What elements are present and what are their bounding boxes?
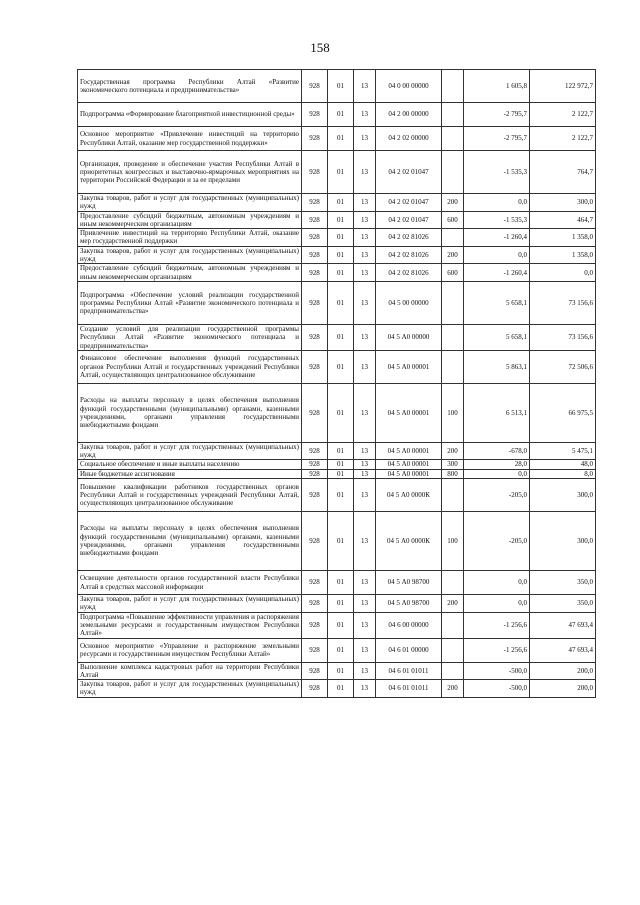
row-ved: 928 xyxy=(302,194,328,212)
table-row xyxy=(78,680,596,698)
row-amount-total: 8,0 xyxy=(530,469,596,478)
row-subsection: 13 xyxy=(354,70,376,103)
table-row xyxy=(78,151,596,194)
table-row xyxy=(78,612,596,638)
row-subsection: 13 xyxy=(354,595,376,613)
row-amount-change: 0,0 xyxy=(464,571,530,595)
row-amount-total: 1 358,0 xyxy=(530,229,596,247)
row-amount-total: 72 506,6 xyxy=(530,350,596,383)
row-name: Организация, проведение и обеспечение участия Республики Алтай в приоритетных конгрессных и выставочно-ярмарочных мероприятиях на территории Российской Федерации и за ее пределами xyxy=(78,151,302,194)
row-ved: 928 xyxy=(302,229,328,247)
row-amount-total: 48,0 xyxy=(530,460,596,469)
row-target-article: 04 5 А0 0000К xyxy=(376,479,442,512)
row-name: Социальное обеспечение и иные выплаты населению xyxy=(78,460,302,469)
row-section: 01 xyxy=(328,612,354,638)
row-amount-change: -500,0 xyxy=(464,680,530,698)
row-ved: 928 xyxy=(302,595,328,613)
row-subsection: 13 xyxy=(354,324,376,350)
row-amount-change: 0,0 xyxy=(464,246,530,264)
table-row xyxy=(78,469,596,478)
row-expense-type xyxy=(442,662,464,680)
row-target-article: 04 2 02 01047 xyxy=(376,194,442,212)
row-amount-change: -1 260,4 xyxy=(464,229,530,247)
row-target-article: 04 5 А0 00000 xyxy=(376,324,442,350)
row-amount-total: 300,0 xyxy=(530,479,596,512)
row-section: 01 xyxy=(328,350,354,383)
row-target-article: 04 6 01 00000 xyxy=(376,638,442,662)
row-subsection: 13 xyxy=(354,151,376,194)
row-target-article: 04 2 02 01047 xyxy=(376,151,442,194)
row-amount-total: 300,0 xyxy=(530,512,596,571)
row-amount-total: 1 358,0 xyxy=(530,246,596,264)
row-expense-type: 600 xyxy=(442,211,464,229)
row-section: 01 xyxy=(328,479,354,512)
row-ved: 928 xyxy=(302,383,328,442)
row-amount-total: 2 122,7 xyxy=(530,127,596,151)
row-name: Предоставление субсидий бюджетным, автономным учреждениям и иным некоммерческим организациям xyxy=(78,264,302,282)
row-expense-type xyxy=(442,70,464,103)
row-expense-type: 200 xyxy=(442,246,464,264)
row-section: 01 xyxy=(328,151,354,194)
row-expense-type xyxy=(442,324,464,350)
row-subsection: 13 xyxy=(354,662,376,680)
row-section: 01 xyxy=(328,571,354,595)
row-amount-total: 73 156,6 xyxy=(530,324,596,350)
row-subsection: 13 xyxy=(354,571,376,595)
row-expense-type xyxy=(442,127,464,151)
row-section: 01 xyxy=(328,460,354,469)
row-subsection: 13 xyxy=(354,281,376,324)
row-amount-change: 0,0 xyxy=(464,194,530,212)
row-subsection: 13 xyxy=(354,383,376,442)
table-row xyxy=(78,127,596,151)
row-amount-total: 2 122,7 xyxy=(530,103,596,127)
row-target-article: 04 2 00 00000 xyxy=(376,103,442,127)
row-amount-total: 5 475,1 xyxy=(530,442,596,460)
row-amount-total: 66 975,5 xyxy=(530,383,596,442)
row-section: 01 xyxy=(328,442,354,460)
row-target-article: 04 5 А0 00001 xyxy=(376,383,442,442)
row-name: Основное мероприятие «Привлечение инвестиций на территорию Республики Алтай, оказание мер государственной поддержки» xyxy=(78,127,302,151)
row-ved: 928 xyxy=(302,571,328,595)
row-expense-type xyxy=(442,103,464,127)
row-amount-total: 350,0 xyxy=(530,595,596,613)
table-row xyxy=(78,638,596,662)
row-ved: 928 xyxy=(302,103,328,127)
row-name: Расходы на выплаты персоналу в целях обеспечения выполнения функций государственными (муниципальными) органами, казенными учреждениями, органами управления государственными внебюджетными фондами xyxy=(78,512,302,571)
row-ved: 928 xyxy=(302,512,328,571)
row-name: Выполнение комплекса кадастровых работ на территории Республики Алтай xyxy=(78,662,302,680)
table-row xyxy=(78,350,596,383)
row-name: Привлечение инвестиций на территорию Республики Алтай, оказание мер государственной поддержки xyxy=(78,229,302,247)
table-row xyxy=(78,595,596,613)
row-name: Финансовое обеспечение выполнения функций государственных органов Республики Алтай и государственных учреждений Республики Алтай, осуществляющих централизованное обслуживание xyxy=(78,350,302,383)
row-ved: 928 xyxy=(302,662,328,680)
row-expense-type: 200 xyxy=(442,680,464,698)
row-amount-change: 0,0 xyxy=(464,595,530,613)
row-target-article: 04 5 А0 98700 xyxy=(376,571,442,595)
row-ved: 928 xyxy=(302,70,328,103)
row-section: 01 xyxy=(328,595,354,613)
row-amount-total: 47 693,4 xyxy=(530,638,596,662)
row-expense-type xyxy=(442,479,464,512)
row-target-article: 04 5 А0 98700 xyxy=(376,595,442,613)
row-amount-change: 6 513,1 xyxy=(464,383,530,442)
row-target-article: 04 5 А0 00001 xyxy=(376,460,442,469)
row-ved: 928 xyxy=(302,638,328,662)
row-name: Закупка товаров, работ и услуг для государственных (муниципальных) нужд xyxy=(78,194,302,212)
row-ved: 928 xyxy=(302,680,328,698)
row-name: Закупка товаров, работ и услуг для государственных (муниципальных) нужд xyxy=(78,246,302,264)
row-name: Закупка товаров, работ и услуг для государственных (муниципальных) нужд xyxy=(78,442,302,460)
row-section: 01 xyxy=(328,103,354,127)
row-name: Освещение деятельности органов государственной власти Республики Алтай в средствах массовой информации xyxy=(78,571,302,595)
row-section: 01 xyxy=(328,229,354,247)
row-section: 01 xyxy=(328,383,354,442)
row-expense-type xyxy=(442,612,464,638)
row-ved: 928 xyxy=(302,460,328,469)
table-row xyxy=(78,194,596,212)
row-section: 01 xyxy=(328,70,354,103)
row-expense-type xyxy=(442,229,464,247)
row-target-article: 04 5 00 00000 xyxy=(376,281,442,324)
row-amount-change: -1 256,6 xyxy=(464,638,530,662)
row-ved: 928 xyxy=(302,151,328,194)
row-target-article: 04 2 02 00000 xyxy=(376,127,442,151)
table-row xyxy=(78,512,596,571)
row-ved: 928 xyxy=(302,350,328,383)
row-target-article: 04 6 01 01011 xyxy=(376,662,442,680)
row-ved: 928 xyxy=(302,211,328,229)
row-amount-change: -2 795,7 xyxy=(464,127,530,151)
row-amount-change: -205,0 xyxy=(464,479,530,512)
row-section: 01 xyxy=(328,512,354,571)
row-target-article: 04 5 А0 00001 xyxy=(376,442,442,460)
table-row xyxy=(78,103,596,127)
row-subsection: 13 xyxy=(354,469,376,478)
table-row xyxy=(78,264,596,282)
row-target-article: 04 5 А0 00001 xyxy=(376,350,442,383)
row-amount-change: 5 658,1 xyxy=(464,324,530,350)
row-amount-change: -2 795,7 xyxy=(464,103,530,127)
row-amount-change: -205,0 xyxy=(464,512,530,571)
row-amount-total: 350,0 xyxy=(530,571,596,595)
row-subsection: 13 xyxy=(354,246,376,264)
table-row xyxy=(78,662,596,680)
row-expense-type xyxy=(442,151,464,194)
row-amount-change: -1 260,4 xyxy=(464,264,530,282)
row-section: 01 xyxy=(328,638,354,662)
row-subsection: 13 xyxy=(354,211,376,229)
row-amount-total: 200,0 xyxy=(530,680,596,698)
row-amount-total: 764,7 xyxy=(530,151,596,194)
row-ved: 928 xyxy=(302,479,328,512)
row-amount-total: 464,7 xyxy=(530,211,596,229)
row-name: Закупка товаров, работ и услуг для государственных (муниципальных) нужд xyxy=(78,680,302,698)
row-ved: 928 xyxy=(302,469,328,478)
table-row xyxy=(78,281,596,324)
table-row xyxy=(78,442,596,460)
row-amount-total: 300,0 xyxy=(530,194,596,212)
row-subsection: 13 xyxy=(354,194,376,212)
row-subsection: 13 xyxy=(354,638,376,662)
table-row xyxy=(78,70,596,103)
row-target-article: 04 6 01 01011 xyxy=(376,680,442,698)
row-subsection: 13 xyxy=(354,103,376,127)
row-target-article: 04 5 А0 0000К xyxy=(376,512,442,571)
row-section: 01 xyxy=(328,264,354,282)
row-amount-change: 28,0 xyxy=(464,460,530,469)
row-amount-change: -678,0 xyxy=(464,442,530,460)
row-ved: 928 xyxy=(302,281,328,324)
row-expense-type xyxy=(442,350,464,383)
row-subsection: 13 xyxy=(354,350,376,383)
table-row xyxy=(78,229,596,247)
row-target-article: 04 2 02 81026 xyxy=(376,264,442,282)
row-subsection: 13 xyxy=(354,512,376,571)
row-name: Расходы на выплаты персоналу в целях обеспечения выполнения функций государственными (муниципальными) органами, казенными учреждениями, органами управления государственными внебюджетными фондами xyxy=(78,383,302,442)
row-section: 01 xyxy=(328,246,354,264)
row-target-article: 04 2 02 81026 xyxy=(376,229,442,247)
row-name: Повышение квалификации работников государственных органов Республики Алтай и государственных учреждений Республики Алтай, осуществляющих централизованное обслуживание xyxy=(78,479,302,512)
row-ved: 928 xyxy=(302,246,328,264)
row-expense-type: 600 xyxy=(442,264,464,282)
row-expense-type: 200 xyxy=(442,442,464,460)
row-amount-change: -1 535,3 xyxy=(464,151,530,194)
budget-table xyxy=(77,69,596,698)
row-name: Предоставление субсидий бюджетным, автономным учреждениям и иным некоммерческим организациям xyxy=(78,211,302,229)
row-name: Основное мероприятие «Управление и распоряжение земельными ресурсами и государственным имуществом Республики Алтай» xyxy=(78,638,302,662)
row-name: Создание условий для реализации государственной программы Республики Алтай «Развитие экономического потенциала и предпринимательства» xyxy=(78,324,302,350)
row-expense-type: 100 xyxy=(442,512,464,571)
row-section: 01 xyxy=(328,127,354,151)
row-name: Подпрограмма «Формирование благоприятной инвестиционной среды» xyxy=(78,103,302,127)
row-subsection: 13 xyxy=(354,442,376,460)
row-section: 01 xyxy=(328,211,354,229)
row-section: 01 xyxy=(328,194,354,212)
row-subsection: 13 xyxy=(354,460,376,469)
row-target-article: 04 0 00 00000 xyxy=(376,70,442,103)
row-expense-type xyxy=(442,571,464,595)
row-amount-total: 73 156,6 xyxy=(530,281,596,324)
row-amount-total: 0,0 xyxy=(530,264,596,282)
row-ved: 928 xyxy=(302,264,328,282)
row-amount-change: -500,0 xyxy=(464,662,530,680)
row-name: Подпрограмма «Обеспечение условий реализации государственной программы Республики Алтай «Развитие экономического потенциала и предпринимательства» xyxy=(78,281,302,324)
row-subsection: 13 xyxy=(354,127,376,151)
row-name: Закупка товаров, работ и услуг для государственных (муниципальных) нужд xyxy=(78,595,302,613)
row-amount-change: -1 256,6 xyxy=(464,612,530,638)
row-expense-type: 800 xyxy=(442,469,464,478)
row-expense-type: 100 xyxy=(442,383,464,442)
table-row xyxy=(78,479,596,512)
row-target-article: 04 2 02 01047 xyxy=(376,211,442,229)
row-section: 01 xyxy=(328,469,354,478)
row-section: 01 xyxy=(328,281,354,324)
row-amount-total: 200,0 xyxy=(530,662,596,680)
row-ved: 928 xyxy=(302,442,328,460)
row-target-article: 04 6 00 00000 xyxy=(376,612,442,638)
table-row xyxy=(78,571,596,595)
page-number: 158 xyxy=(310,40,330,55)
row-target-article: 04 2 02 81026 xyxy=(376,246,442,264)
table-row xyxy=(78,324,596,350)
table-row xyxy=(78,460,596,469)
table-row xyxy=(78,211,596,229)
row-target-article: 04 5 А0 00001 xyxy=(376,469,442,478)
row-subsection: 13 xyxy=(354,479,376,512)
row-section: 01 xyxy=(328,324,354,350)
row-section: 01 xyxy=(328,680,354,698)
row-expense-type: 200 xyxy=(442,595,464,613)
row-amount-change: 1 605,8 xyxy=(464,70,530,103)
row-subsection: 13 xyxy=(354,680,376,698)
row-subsection: 13 xyxy=(354,229,376,247)
row-expense-type: 200 xyxy=(442,194,464,212)
row-name: Государственная программа Республики Алтай «Развитие экономического потенциала и предпринимательства» xyxy=(78,70,302,103)
row-subsection: 13 xyxy=(354,612,376,638)
table-row xyxy=(78,246,596,264)
row-ved: 928 xyxy=(302,324,328,350)
row-expense-type: 300 xyxy=(442,460,464,469)
row-name: Иные бюджетные ассигнования xyxy=(78,469,302,478)
row-name: Подпрограмма «Повышение эффективности управления и распоряжения земельными ресурсами и государственным имуществом Республики Алтай» xyxy=(78,612,302,638)
row-amount-change: 0,0 xyxy=(464,469,530,478)
row-amount-change: 5 658,1 xyxy=(464,281,530,324)
row-amount-total: 122 972,7 xyxy=(530,70,596,103)
row-amount-total: 47 693,4 xyxy=(530,612,596,638)
table-body xyxy=(78,70,596,698)
row-ved: 928 xyxy=(302,612,328,638)
row-expense-type xyxy=(442,638,464,662)
row-ved: 928 xyxy=(302,127,328,151)
table-row xyxy=(78,383,596,442)
row-section: 01 xyxy=(328,662,354,680)
row-expense-type xyxy=(442,281,464,324)
row-subsection: 13 xyxy=(354,264,376,282)
row-amount-change: -1 535,3 xyxy=(464,211,530,229)
row-amount-change: 5 863,1 xyxy=(464,350,530,383)
